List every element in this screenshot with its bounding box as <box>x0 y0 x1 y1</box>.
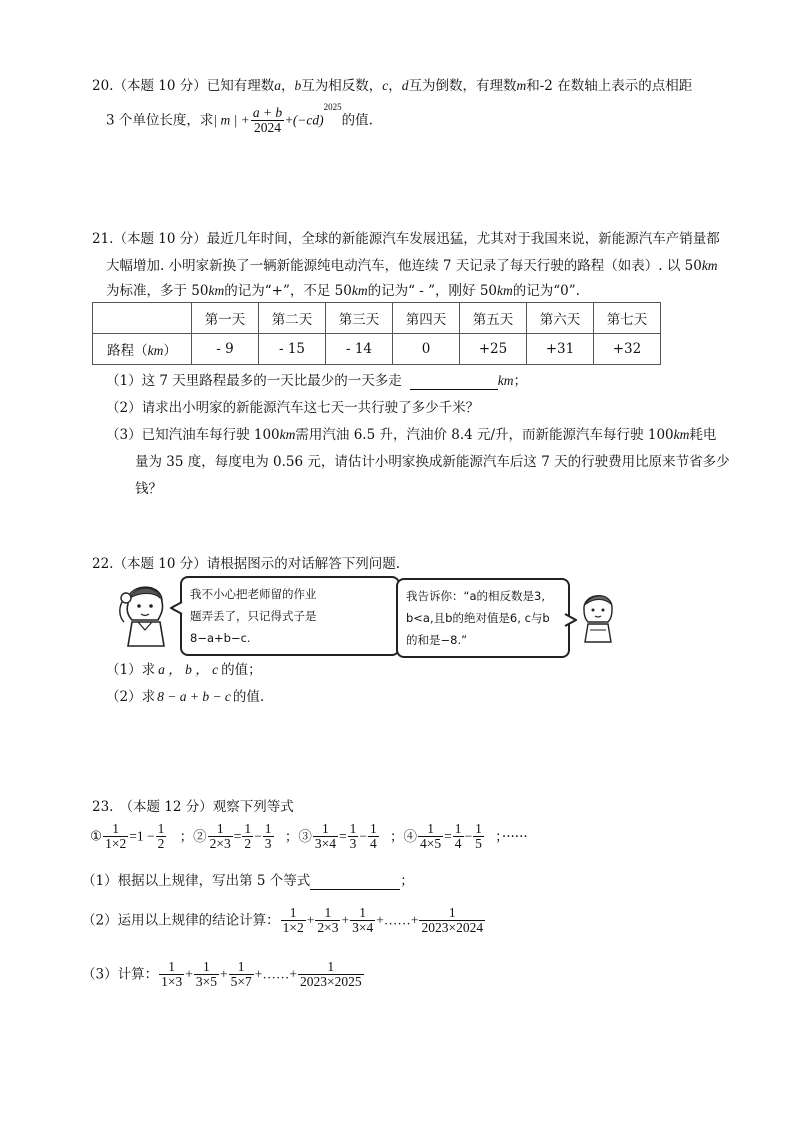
plus-sign: + <box>341 912 350 928</box>
q20-frac-numerator: a + b <box>252 104 283 120</box>
q20-abs-m: | m | + <box>213 112 250 128</box>
q22-sub1 <box>106 662 262 678</box>
table-header-cell: 第一天 <box>192 303 259 334</box>
frac-numerator: 1 <box>349 821 357 836</box>
minus-sign: − <box>359 828 367 844</box>
frac-numerator: 1 <box>168 959 176 974</box>
equation-ellipsis: ；······ <box>495 828 528 845</box>
frac-denominator: 4 <box>369 836 377 852</box>
q21-line3 <box>106 283 580 299</box>
q21-text: 为标准，多于 50 <box>106 283 209 299</box>
speech-bubble-right <box>396 578 570 658</box>
q23-sub2-text: （2）运用以上规律的结论计算： <box>82 912 280 929</box>
q20-text: 和-2 在数轴上表示的点相距 <box>526 78 693 94</box>
table-cell: 0 <box>393 334 460 365</box>
q21-text: 量为 35 度，每度电为 0.56 元，请估计小明家换成新能源汽车后这 7 天的行驶费用比原来节省多少 <box>135 454 730 470</box>
equation-fraction <box>368 822 379 851</box>
frac-denominator: 3×4 <box>314 836 336 852</box>
frac-denominator: 2023×2025 <box>299 974 362 990</box>
q23-number: 23. <box>92 799 114 815</box>
q22-text: 的值； <box>221 662 262 678</box>
q22-text: 请根据图示的对话解答下列问题. <box>206 556 401 572</box>
frac-denominator: 1×2 <box>282 920 304 936</box>
q21-text: 的记为“ - ”，刚好 50 <box>367 283 497 299</box>
q21-sub1 <box>106 373 527 390</box>
q22-text: 的值. <box>232 689 265 705</box>
sum-fraction <box>159 960 184 989</box>
q20-sep: ， <box>281 78 295 94</box>
frac-denominator: 5×7 <box>230 974 252 990</box>
equation-fraction <box>208 822 233 851</box>
sum-ellipsis: +……+ <box>254 966 297 982</box>
equation-fraction <box>156 822 167 851</box>
equals-sign: = <box>233 828 242 844</box>
var-m: m <box>516 78 527 93</box>
q20-text: 已知有理数 <box>206 78 275 94</box>
q23-score: （本题 12 分） <box>119 799 213 815</box>
var-b: b <box>294 78 302 93</box>
frac-numerator: 1 <box>237 959 245 974</box>
q21-number: 21. <box>92 231 114 247</box>
table-header-row <box>93 303 661 334</box>
plus-sign: + <box>219 966 228 982</box>
equation-lead: 1 − <box>136 828 155 844</box>
equation-fraction <box>103 822 128 851</box>
frac-denominator: 2 <box>157 836 165 852</box>
circled-number: ；③ <box>284 828 312 845</box>
unit-km: km <box>279 427 296 442</box>
frac-numerator: 1 <box>327 959 335 974</box>
frac-numerator: 1 <box>475 821 482 836</box>
equation-fraction <box>473 822 484 851</box>
plus-sign: + <box>285 112 293 128</box>
q22-line1 <box>92 556 400 572</box>
q22-vars: a ， b ， c <box>158 662 219 677</box>
plus-sign: + <box>306 912 315 928</box>
row-label-text: 路程（ <box>107 343 148 359</box>
table-row-label <box>93 334 192 365</box>
row-label-text: ） <box>163 343 177 359</box>
girl-left-illustration <box>114 576 176 648</box>
sum-ellipsis: +……+ <box>376 912 419 928</box>
unit-km: km <box>208 283 225 298</box>
equals-sign: = <box>338 828 347 844</box>
frac-numerator: 1 <box>369 821 377 836</box>
bubble-left-tail <box>170 600 184 616</box>
frac-denominator: 1×3 <box>161 974 183 990</box>
q21-line1 <box>92 231 720 247</box>
frac-denominator: 2 <box>244 836 252 852</box>
frac-denominator: 1×2 <box>105 836 127 852</box>
bubble-left-line: 题弄丢了，只记得式子是 <box>190 609 317 623</box>
frac-numerator: 1 <box>244 821 252 836</box>
table-cell: +32 <box>594 334 661 365</box>
q20-number: 20. <box>92 78 114 94</box>
table-cell: +25 <box>460 334 527 365</box>
q22-number: 22. <box>92 556 114 572</box>
q21-sub2-text: （2）请求出小明家的新能源汽车这七天一共行驶了多少千米？ <box>106 400 480 416</box>
q20-text: 3 个单位长度，求 <box>106 112 214 129</box>
unit-km: km <box>701 258 718 273</box>
sum-fraction <box>281 906 306 935</box>
sum-fraction <box>194 960 219 989</box>
answer-blank[interactable] <box>410 373 498 390</box>
equation-fraction <box>348 822 359 851</box>
equation-fraction <box>313 822 338 851</box>
q23-text: ； <box>400 873 414 889</box>
bubble-right-line: 的和是−8.” <box>406 633 468 647</box>
bubble-left-line: 我不小心把老师留的作业 <box>190 587 317 601</box>
sum-fraction <box>350 906 375 935</box>
q22-score: （本题 10 分） <box>113 556 207 572</box>
q22-sub2 <box>106 689 264 705</box>
plus-sign: + <box>185 966 193 982</box>
q21-text: 的记为“+”，不足 50 <box>224 283 352 299</box>
circled-number: ① <box>90 828 103 845</box>
frac-numerator: 1 <box>322 821 329 836</box>
frac-denominator: 5 <box>475 836 482 852</box>
q20-line1 <box>92 78 692 94</box>
unit-km: km <box>497 373 514 388</box>
sum-fraction <box>229 960 254 989</box>
unit-km: km <box>147 343 164 358</box>
unit-km: km <box>673 427 690 442</box>
q23-sub1 <box>82 873 414 890</box>
table-cell: - 14 <box>326 334 393 365</box>
frac-numerator: 1 <box>157 821 165 836</box>
frac-denominator: 2×3 <box>209 836 231 852</box>
q21-line2 <box>106 258 718 274</box>
q23-text: 观察下列等式 <box>212 799 294 815</box>
frac-denominator: 3 <box>349 836 357 852</box>
frac-denominator: 2×3 <box>317 920 339 936</box>
q22-text: （2）求 <box>106 689 156 705</box>
sum-fraction <box>315 906 340 935</box>
answer-blank[interactable] <box>310 873 400 890</box>
q20-score: （本题 10 分） <box>113 78 207 94</box>
q20-text: 的值. <box>341 112 373 129</box>
table-header-cell <box>93 303 192 334</box>
frac-numerator: 1 <box>427 821 434 836</box>
q21-sub1-text: （1）这 7 天里路程最多的一天比最少的一天多走 <box>106 373 402 389</box>
q21-text: 最近几年时间，全球的新能源汽车发展迅猛，尤其对于我国来说，新能源汽车产销量都 <box>206 231 720 247</box>
q20-exponent: 2025 <box>323 102 342 112</box>
frac-denominator: 4 <box>454 836 462 852</box>
q21-text: 大幅增加. 小明家新换了一辆新能源纯电动汽车，他连续 7 天记录了每天行驶的路程（如表）. 以 50 <box>106 258 702 274</box>
speech-bubble-left <box>180 576 400 656</box>
bubble-left-line: 8−a+b−c. <box>190 631 251 645</box>
var-a: a <box>274 78 281 93</box>
frac-denominator: 4×5 <box>420 836 442 852</box>
girl-right-illustration <box>578 586 618 644</box>
q20-fraction <box>251 106 284 135</box>
q20-sep: ， <box>388 78 402 94</box>
equation-fraction <box>453 822 464 851</box>
q23-sub3-text: （3）计算： <box>82 966 159 983</box>
frac-denominator: 3×5 <box>195 974 217 990</box>
q23-line1 <box>92 799 294 815</box>
table-row <box>93 334 661 365</box>
q20-cd: (−cd) <box>292 112 324 128</box>
var-d: d <box>401 78 409 93</box>
frac-numerator: 1 <box>448 905 456 920</box>
var-c: c <box>382 78 389 93</box>
q20-frac-denominator: 2024 <box>251 120 284 135</box>
table-header-cell: 第三天 <box>326 303 393 334</box>
q21-sub2 <box>106 400 479 416</box>
unit-km: km <box>497 283 513 298</box>
bubble-right-tail <box>563 612 577 628</box>
sum-fraction <box>419 906 485 935</box>
equation-fraction <box>418 822 443 851</box>
frac-numerator: 1 <box>359 905 367 920</box>
q23-sub1-text: （1）根据以上规律，写出第 5 个等式 <box>82 873 311 889</box>
circled-number: ；④ <box>390 828 417 845</box>
equals-sign: = <box>129 828 137 844</box>
q20-text: 互为倒数，有理数 <box>408 78 517 94</box>
q21-sub3-line3 <box>135 481 162 497</box>
table-header-cell: 第六天 <box>527 303 594 334</box>
frac-numerator: 1 <box>216 821 224 836</box>
table-cell: +31 <box>527 334 594 365</box>
q21-text: ； <box>513 373 528 389</box>
table-cell: - 9 <box>192 334 259 365</box>
equals-sign: = <box>444 828 452 844</box>
frac-numerator: 1 <box>324 905 332 920</box>
table-cell: - 15 <box>259 334 326 365</box>
q21-sub3-line1 <box>106 427 716 443</box>
circled-number: ；② <box>179 828 207 845</box>
frac-numerator: 1 <box>112 821 120 836</box>
q21-sub3-line2 <box>135 454 730 470</box>
equation-fraction <box>242 822 253 851</box>
equation-fraction <box>263 822 274 851</box>
frac-numerator: 1 <box>264 821 272 836</box>
q21-text: 耗电 <box>689 427 717 443</box>
q20-line2 <box>106 102 373 135</box>
distance-table <box>92 302 661 365</box>
q21-text: 钱？ <box>135 481 162 497</box>
table-header-cell: 第五天 <box>460 303 527 334</box>
q21-text: （3）已知汽油车每行驶 100 <box>106 427 280 443</box>
minus-sign: − <box>254 828 262 844</box>
q23-equations <box>90 822 528 851</box>
table-header-cell: 第二天 <box>259 303 326 334</box>
q23-sub2 <box>82 906 486 935</box>
bubble-right-line: b<a,且b的绝对值是6, c与b <box>406 611 550 625</box>
frac-denominator: 3×4 <box>352 920 374 936</box>
q22-text: （1）求 <box>106 662 156 678</box>
q22-expression: 8 − a + b − c <box>157 689 231 704</box>
q21-text: 的记为“0”. <box>512 283 580 299</box>
unit-km: km <box>351 283 368 298</box>
q21-text: 需用汽油 6.5 升，汽油价 8.4 元/升，而新能源汽车每行驶 100 <box>295 427 674 443</box>
q20-text: 互为相反数， <box>301 78 383 94</box>
frac-numerator: 1 <box>203 959 210 974</box>
minus-sign: − <box>464 828 473 844</box>
frac-denominator: 3 <box>264 836 272 852</box>
table-header-cell: 第七天 <box>594 303 661 334</box>
q21-score: （本题 10 分） <box>113 231 207 247</box>
bubble-right-line: 我告诉你：“a的相反数是3, <box>406 589 545 603</box>
table-header-cell: 第四天 <box>393 303 460 334</box>
frac-numerator: 1 <box>454 821 462 836</box>
sum-fraction <box>298 960 364 989</box>
q23-sub3 <box>82 960 365 989</box>
frac-denominator: 2023×2024 <box>421 920 484 936</box>
frac-numerator: 1 <box>289 905 297 920</box>
